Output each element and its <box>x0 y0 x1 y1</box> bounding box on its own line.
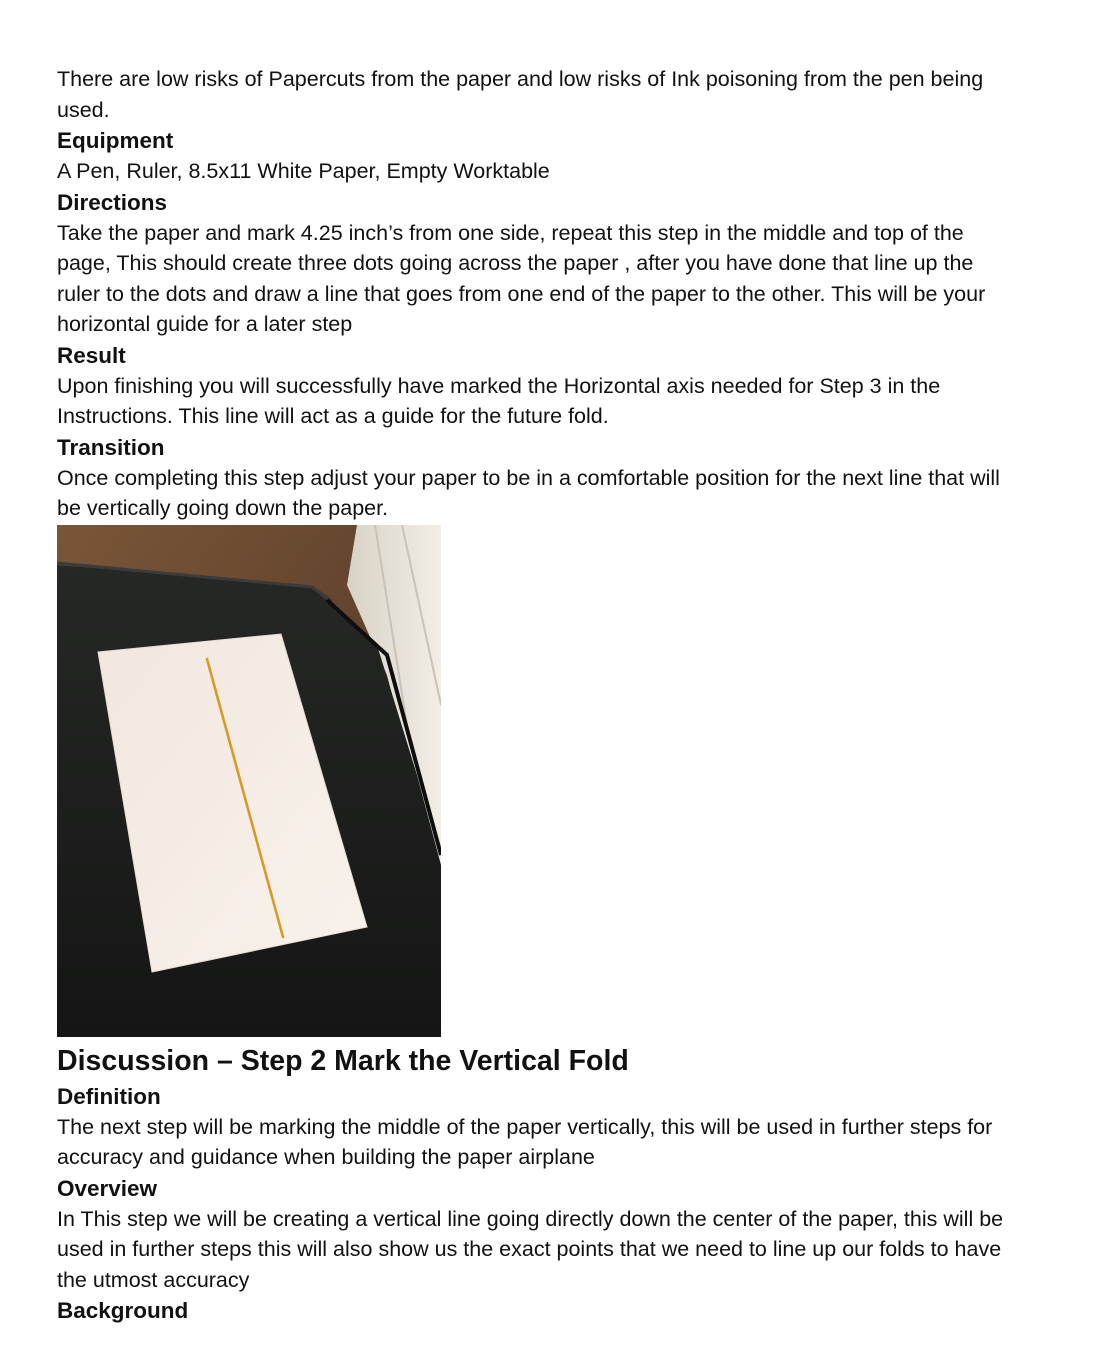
result-text: Upon finishing you will successfully have marked the Horizontal axis needed for Step 3 in the Instructions. This line will act as a guide for the future fold. <box>57 373 941 428</box>
directions-text: Take the paper and mark 4.25 inch’s from one side, repeat this step in the middle and top of the page, This should create three dots going across the paper , after you have done that line up the ruler to the dots and draw a line that goes from one end of the paper to the other. This will be your horizontal guide for a later step <box>57 220 986 336</box>
equipment-text: A Pen, Ruler, 8.5x11 White Paper, Empty Worktable <box>57 159 550 183</box>
section-title: Discussion – Step 2 Mark the Vertical Fold <box>57 1044 629 1077</box>
transition-text: Once completing this step adjust your paper to be in a comfortable position for the next line that will be vertically going down the paper. <box>57 465 1000 520</box>
paper-on-table-photo <box>57 525 441 1037</box>
definition-heading: Definition <box>57 1083 161 1109</box>
equipment-heading: Equipment <box>57 128 174 153</box>
intro-paragraph: There are low risks of Papercuts from the paper and low risks of Ink poisoning from the pen being used. <box>57 67 984 122</box>
overview-heading: Overview <box>57 1175 158 1201</box>
document-page <box>57 64 1017 1326</box>
result-heading: Result <box>57 342 126 368</box>
background-heading: Background <box>57 1298 189 1323</box>
directions-heading: Directions <box>57 189 168 215</box>
definition-text: The next step will be marking the middle of the paper vertically, this will be used in further steps for accuracy and guidance when building the paper airplane <box>57 1114 993 1169</box>
overview-text: In This step we will be creating a vertical line going directly down the center of the paper, this will be used in further steps this will also show us the exact points that we need to line up our folds to have the utmost accuracy <box>57 1206 1004 1292</box>
transition-heading: Transition <box>57 434 165 460</box>
